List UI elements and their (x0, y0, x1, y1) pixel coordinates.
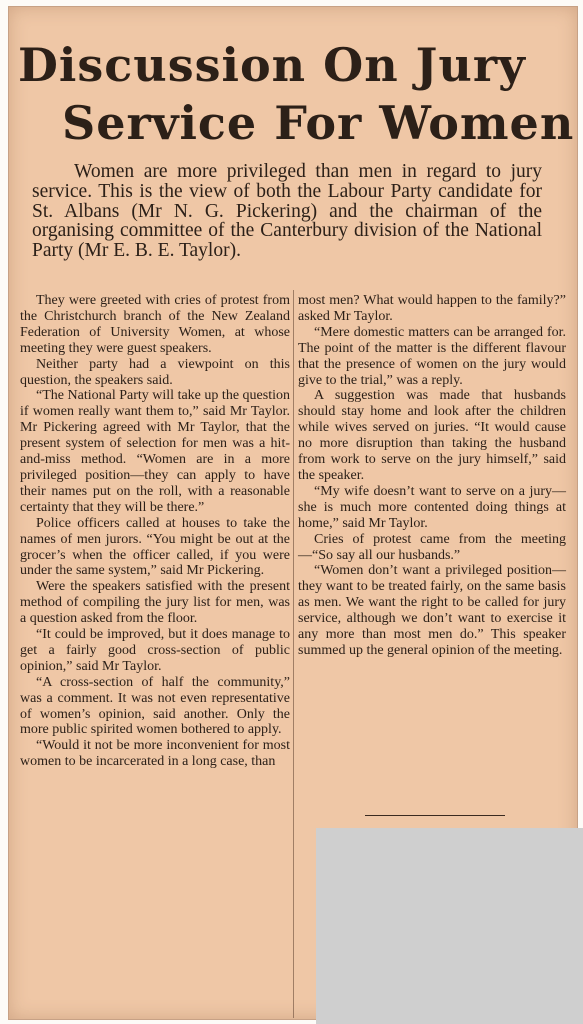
paragraph: Police officers called at houses to take the names of men jurors. “You might be out at the grocer’s when the officer called, if you were under the same system,” said Mr Pickering. (20, 515, 290, 579)
deck-paragraph (32, 162, 542, 261)
paragraph: “My wife doesn’t want to serve on a jury—she is much more contented doing things at home,” said Mr Taylor. (298, 483, 566, 531)
paragraph: most men? What would happen to the family?” asked Mr Taylor. (298, 293, 566, 324)
paragraph: “Would it not be more inconvenient for most women to be incarcerated in a long case, than (20, 738, 290, 770)
paragraph: “The National Party will take up the question if women really want them to,” said Mr Taylor. Mr Pickering agreed with Mr Taylor, that the present system of selection for men was a hit-and-miss method. “Women are in a more privileged position—they can apply to have their names put on the roll, with a reasonable certainty that they will be there.” (20, 388, 290, 515)
left-column (20, 293, 290, 770)
paragraph: “Mere domestic matters can be arranged for. The point of the matter is the different flavour that the presence of women on the jury would give to the trial,” was a reply. (298, 324, 566, 388)
paragraph: “Women don’t want a privileged position—they want to be treated fairly, on the same basis as men. We want the right to be called for jury service, although we don’t want to exercise it any more than most men do.” This speaker summed up the general opinion of the meeting. (298, 563, 566, 658)
column-rule (293, 290, 294, 1018)
gray-background-patch (316, 828, 583, 1024)
deck-text: Women are more privileged than men in regard to jury service. This is the view of both the Labour Party candidate for St. Albans (Mr N. G. Pickering) and the chairman of the organising committee of the Canterbury division of the National Party (Mr E. B. E. Taylor). (32, 161, 542, 262)
paragraph: They were greeted with cries of protest from the Christchurch branch of the New Zealand Federation of University Women, at whose meeting they were guest speakers. (20, 293, 290, 356)
headline-line-1: Discussion On Jury (18, 38, 526, 92)
paragraph: Neither party had a viewpoint on this question, the speakers said. (20, 356, 290, 388)
headline-line-2: Service For Women (62, 96, 575, 150)
paragraph: “It could be improved, but it does manage to get a fairly good cross-section of public opinion,” said Mr Taylor. (20, 627, 290, 674)
paragraph: “A cross-section of half the community,” was a comment. It was not even representative of women’s opinion, said another. Only the more public spirited women bothered to apply. (20, 674, 290, 738)
paragraph: Were the speakers satisfied with the present method of compiling the jury list for men, was a question asked from the floor. (20, 579, 290, 627)
paragraph: A suggestion was made that husbands should stay home and look after the children while wives served on juries. “It would cause no more disruption than taking the husband from work to serve on the jury himself,” said the speaker. (298, 388, 566, 483)
end-rule (365, 815, 505, 816)
paragraph: Cries of protest came from the meeting—“So say all our husbands.” (298, 531, 566, 563)
right-column (298, 293, 566, 659)
